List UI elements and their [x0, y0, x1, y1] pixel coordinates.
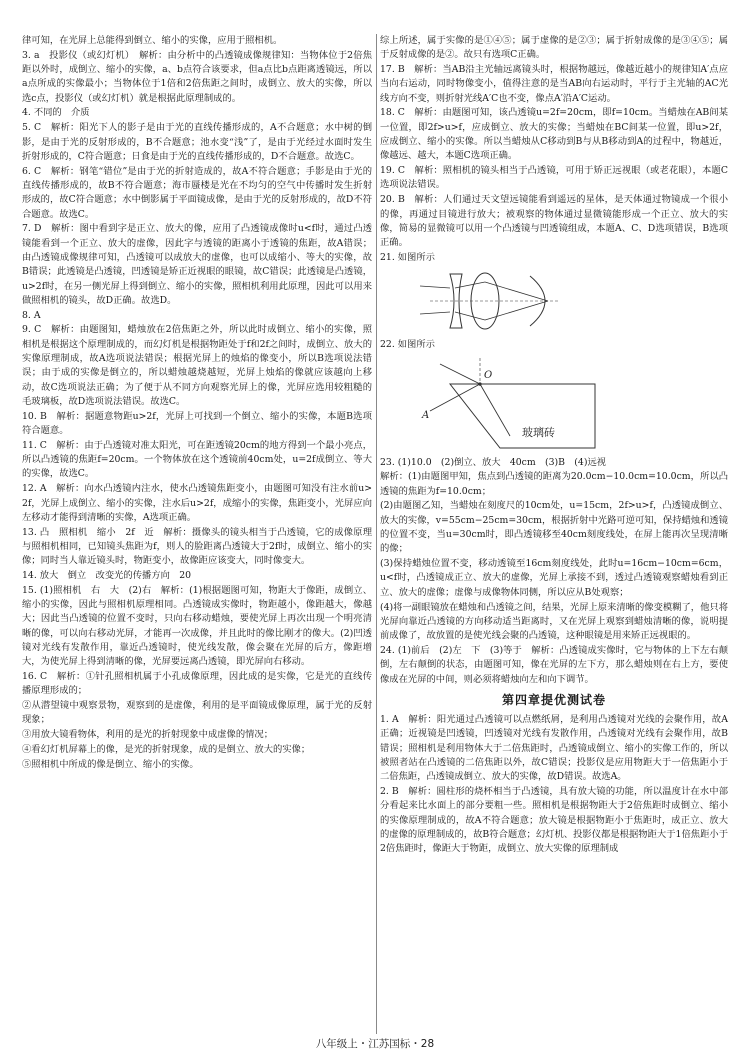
- page-footer: 八年级上・江苏国标・28: [315, 1038, 435, 1050]
- answer-item: ③用放大镜看物体，利用的是光的折射现象中成虚像的情况；: [22, 729, 274, 741]
- answer-item: 12. A 解析：向水凸透镜内注水，使水凸透镜焦距变小，由题图可知没有注水前u>2f，光屏上成倒立、缩小的实像，注水后u>2f，成缩小的实像，焦距变小，光屏应向左移动才能得到清晰的实像，A选项正确。: [22, 483, 372, 523]
- incident-ray: [440, 364, 480, 384]
- answer-item: 20. B 解析：人们通过天文望远镜能看到遥远的星体，是天体通过物镜成一个很小的像，再通过目镜进行放大；被观察的物体通过显微镜能形成一个正立、放大的实像，简易的显微镜可以用一个凸透镜与凹透镜组成，本题A、C、D选项错误，B选项正确。: [380, 194, 728, 249]
- left-column: [22, 34, 372, 773]
- answer-item: (4)将一副眼镜放在蜡烛和凸透镜之间，结果，光屏上原来清晰的像变模糊了，他只将光屏向靠近凸透镜的方向移动适当距离时，又在光屏上观察到蜡烛清晰的像，说明提前成像了，故放置的是使光线会聚的凸透镜，这种眼镜是用来矫正远视眼的。: [380, 601, 728, 642]
- answer-item: 22. 如图所示: [380, 339, 435, 351]
- column-divider: [376, 34, 377, 1034]
- answer-item: ②从潜望镜中观察景物，观察到的是虚像，利用的是平面镜成像原理，属于光的反射现象；: [22, 700, 372, 726]
- answer-item: 综上所述，属于实像的是①④⑤；属于虚像的是②③；属于折射成像的是③④⑤；属于反射成像的是②。故只有选项C正确。: [380, 35, 728, 61]
- answer-item: 14. 放大 倒立 改变光的传播方向 20: [22, 569, 192, 581]
- answer-item: 5. C 解析：阳光下人的影子是由于光的直线传播形成的，A不合题意；水中树的倒影，是由于光的反射形成的，B不合题意；池水变“浅”了，是由于光经过水面时发生折射形成的，C符合题意；日食是由于光的直线传播形成的，D不合题意。故选C。: [22, 122, 372, 162]
- answer-item: 8. A: [22, 309, 41, 321]
- answer-item: 1. A 解析：阳光通过凸透镜可以点燃纸屑，是利用凸透镜对光线的会聚作用，故A正确；近视镜是凹透镜，凹透镜对光线有发散作用，凸透镜对光线有会聚作用，故B错误；照相机是利用物体大于二倍焦距时，凸透镜成倒立、缩小的实像工作的，所以被照者站在凸透镜的二倍焦距以外，故C错误；投影仪是应用物距大于一倍焦距小于二倍焦距，凸透镜成倒立、放大的实像，故D错误。故选A。: [380, 714, 728, 783]
- answer-item: 16. C 解析：①针孔照相机属于小孔成像原理，因此成的是实像，它是光的直线传播原理形成的；: [22, 671, 372, 697]
- answer-item: 律可知，在光屏上总能得到倒立、缩小的实像，应用于照相机。: [22, 35, 283, 46]
- answer-item: (3)保持蜡烛位置不变，移动透镜至16cm刻度线处，此时u=16cm−10cm=6cm，u<f时，凸透镜成正立、放大的虚像，光屏上承接不到，透过凸透镜观察蜡烛看到正立、放大的虚像；虚像与成像物体同侧，所以应从B处观察；: [380, 558, 728, 598]
- answer-item: ④看幻灯机屏幕上的像，是光的折射现象，成的是倒立、放大的实像；: [22, 744, 311, 756]
- answer-item: 19. C 解析：照相机的镜头相当于凸透镜，可用于矫正远视眼（或老花眼），本题C选项说法错误。: [380, 165, 728, 191]
- answer-item: (2)由题图乙知，当蜡烛在刻度尺的10cm处，u=15cm，2f>u>f，凸透镜成倒立、放大的实像，v=55cm−25cm=30cm，根据折射中光路可逆可知，保持蜡烛和透镜的位置不变，当u=30cm时，即凸透镜移至40cm刻度线处，在屏上能再次呈现清晰的像；: [380, 500, 728, 555]
- ray-line: [420, 312, 450, 314]
- answer-item: 23. (1)10.0 (2)倒立、放大 40cm (3)B (4)远视: [380, 456, 607, 468]
- ray-line: [420, 286, 450, 288]
- answer-item: 13. 凸 照相机 缩小 2f 近 解析：摄像头的镜头相当于凸透镜，它的成像原理与照相机相同，已知镜头焦距为f，则人的脸距离凸透镜大于2f时，成倒立、缩小的实像；同时当人靠近镜头时，物距变小，故像距应该变大，同时像变大。: [22, 526, 372, 567]
- answer-item: 17. B 解析：当AB沿主光轴远离镜头时，根据物越远，像越近越小的规律知A′点应当向右运动，同时物像变小，值得注意的是当AB向右运动时，平行于主光轴的AC光线方向不变，则折射光线A′C也不变，像点A′沿A′C运动。: [380, 64, 728, 104]
- answer-item: 18. C 解析：由题图可知，该凸透镜u=2f=20cm，即f=10cm。当蜡烛在AB间某一位置，即2f>u>f，应成倒立、放大的实像；当蜡烛在BC间某一位置，即u>2f，应成倒立、缩小的实像。所以当蜡烛从C移动到B与从B移动到A的过程中，物越近，像越远、越大，本题C选项正确。: [380, 107, 728, 162]
- answer-item: 解析：(1)由题图甲知，焦点到凸透镜的距离为20.0cm−10.0cm=10.0cm，所以凸透镜的焦距为f=10.0cm；: [380, 471, 728, 497]
- reflected-ray: [430, 384, 480, 411]
- answer-item: 3. a 投影仪（或幻灯机） 解析：由分析中的凸透镜成像规律知：当物体位于2倍焦距以外时，成倒立、缩小的实像，a、b点符合该要求，但a点比b点距离透镜远，所以a点所成的实像最小；当物体位于1倍和2倍焦距之间时，成倒立、放大的实像，所以选c点，投影仪（或幻灯机）就是根据此原理制成的。: [22, 49, 372, 104]
- lens-diagram-figure: [410, 268, 590, 334]
- answer-item: ⑤照相机中所成的像是倒立、缩小的实像。: [22, 758, 199, 770]
- answer-item: 24. (1)前后 (2)左 下 (3)等于 解析：凸透镜成实像时，它与物体的上下左右颠倒，左右颠倒的状态，由题图可知，像在光屏的左下方，那么蜡烛则在右上方，要使像成在光屏的中间，则必须将蜡烛向左和向下调节。: [380, 644, 728, 685]
- label-o: O: [484, 369, 493, 381]
- answer-item: 10. B 解析：据题意物距u>2f，光屏上可找到一个倒立、缩小的实像，本题B选项符合题意。: [22, 410, 372, 437]
- right-column: [380, 34, 728, 857]
- answer-item: 6. C 解析：钢笔“错位”是由于光的折射造成的，故A不符合题意；手影是由于光的直线传播形成的，故B不符合题意；海市蜃楼是光在不均匀的空气中传播时发生折射形成的，故C符合题意；水中倒影属于平面镜成像，是由于光的反射形成的，故D不符合题意。故选C。: [22, 165, 372, 220]
- answer-item: 7. D 解析：图中看到字是正立、放大的像，应用了凸透镜成像时u<f时，通过凸透镜能看到一个正立、放大的虚像，因此字与透镜的距离小于透镜的焦距，故A错误；由凸透镜成像规律可知，凸透镜可以成放大的虚像，也可以成缩小、等大的实像，故B错误；此透镜是凸透镜，凹透镜是矫正近视眼的眼镜，故C错误；此透镜是凸透镜，u>2f时，在另一侧光屏上得到倒立、缩小的实像，照相机利用此原理，因此可以用来做照相机的镜头，故D正确。故选D。: [22, 223, 372, 306]
- answer-item: 4. 不同的 介质: [22, 107, 90, 119]
- label-a: A: [422, 409, 430, 421]
- ray-line: [455, 282, 485, 288]
- point-marker: [478, 382, 481, 385]
- answer-item: 9. C 解析：由题图知，蜡烛放在2倍焦距之外，所以此时成倒立、缩小的实像，照相机是根据这个原理制成的，而幻灯机是根据物距处于f和2f之间时，成倒立、放大的实像原理制成，故A选项说法错误；根据光屏上的烛焰的像变小，所以B选项说法错误；由于成的实像是倒立的，所以蜡烛越烧越短，光屏上烛焰的像就应该越向上移动，故C选项说法正确；为了便于从不同方向观察光屏上的像，光屏应选用较粗糙的毛玻璃板，故D选项说法错误。故选C。: [22, 324, 372, 407]
- answer-item: 11. C 解析：由于凸透镜对准太阳光，可在距透镜20cm的地方得到一个最小亮点，所以凸透镜的焦距f=20cm。一个物体放在这个透镜前40cm处，u=2f成倒立、等大的实像，故选C。: [22, 439, 372, 480]
- answer-item: 2. B 解析：圆柱形的烧杯相当于凸透镜，具有放大镜的功能，所以温度计在水中部分看起来比水面上的部分要粗一些。照相机是根据物距大于2倍焦距时成倒立、缩小的实像原理制成的，故A不符合题意；放大镜是根据物距小于焦距时，成正立、放大的虚像的原理制成的，故B符合题意；幻灯机、投影仪都是根据物距大于1倍焦距小于2倍焦距时，像距大于物距，成倒立、放大实像的原理制成: [380, 786, 728, 855]
- glass-brick-figure: [410, 356, 600, 452]
- section-title: 第四章提优测试卷: [501, 692, 606, 707]
- glass-brick-label: 玻璃砖: [522, 425, 555, 439]
- answer-item: 15. (1)照相机 右 大 (2)右 解析：(1)根据题图可知，物距大于像距，成倒立、缩小的实像，因此与照相机原理相同。凸透镜成实像时，物距越小，像距越大，像越大；因此当凸透镜的位置不变时，只向右移动蜡烛，要使光屏上再次出现一个明亮清晰的像，可以向右移动光屏，才能再一次成像，并且此时的像比刚才的像大。(2)凹透镜对光线有发散作用，靠近凸透镜时，使光线发散，像会聚在光屏的后方，像距增大，为使光屏上得到清晰的像，光屏要远离凸透镜，即光屏向右移动。: [22, 584, 372, 668]
- answer-item: 21. 如图所示: [380, 251, 435, 263]
